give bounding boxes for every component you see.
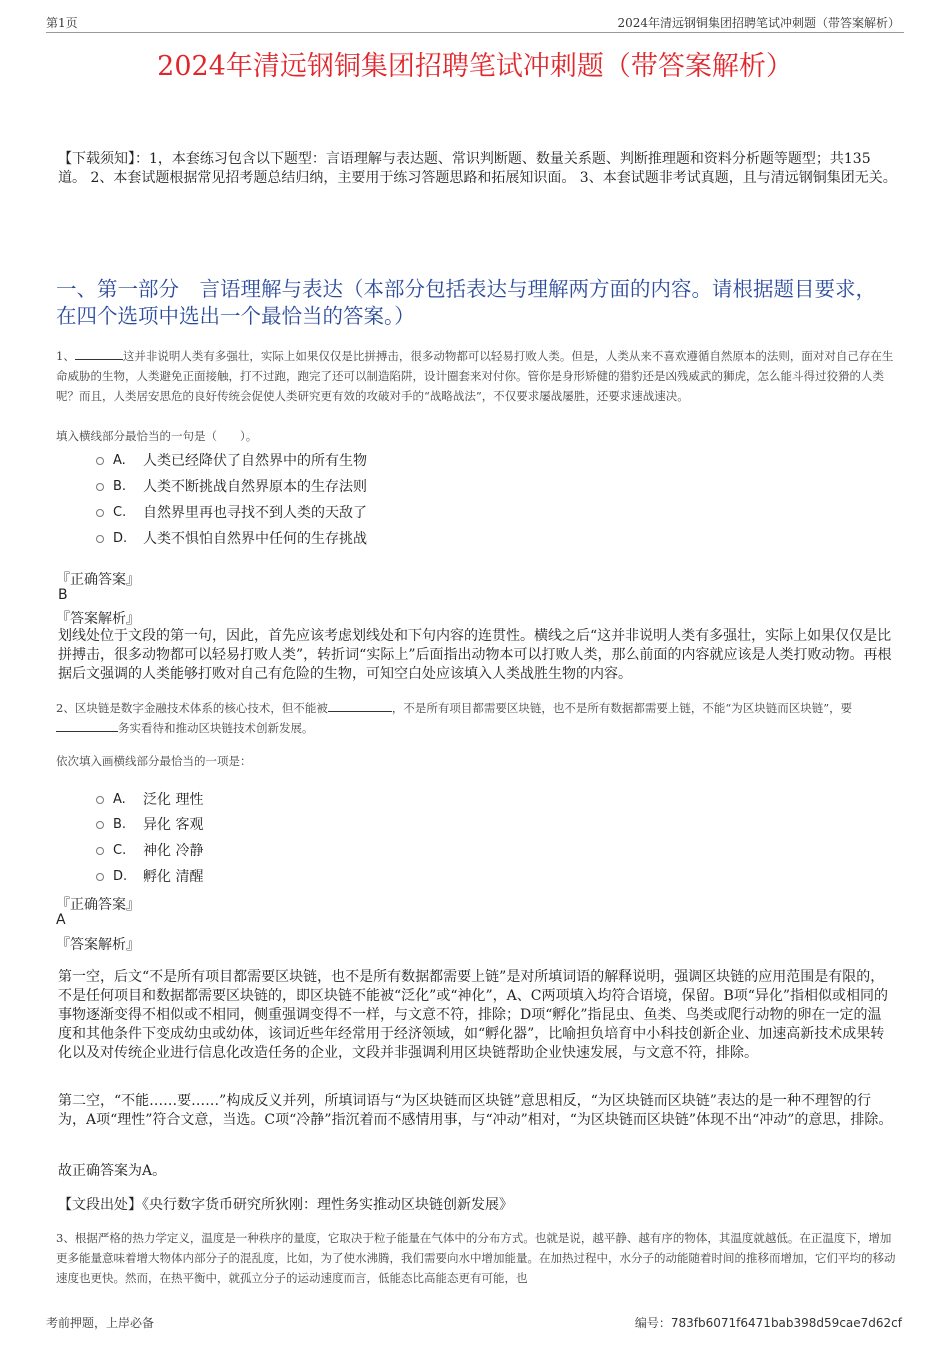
option-c[interactable]: C. 自然界里再也寻找不到人类的天敌了 — [96, 502, 367, 522]
option-c[interactable]: C. 神化 冷静 — [96, 840, 203, 860]
header-divider — [46, 32, 904, 33]
radio-icon[interactable] — [96, 483, 104, 491]
analysis-text: 划线处位于文段的第一句，因此，首先应该考虑划线处和下句内容的连贯性。横线之后“这并非说明人类有多强壮，实际上如果仅仅是比拼搏击，很多动物都可以轻易打败人类”，转折词“实际上”后面指出动物本可以打败人类，那么前面的内容就应该是人类打败动物。再根据后文强调的人类能够打败对自己有危险的生物，可知空白处应该填入人类战胜生物的内容。 — [58, 628, 892, 682]
correct-answer: B — [58, 587, 68, 603]
question-3 — [56, 1228, 898, 1288]
section-title: 一、第一部分 言语理解与表达（本部分包括表达与理解两方面的内容。请根据题目要求，在四个选项中选出一个最恰当的答案。） — [56, 277, 876, 328]
option-d[interactable]: D. 孵化 清醒 — [96, 866, 203, 886]
footer-slogan: 考前押题，上岸必备 — [46, 1316, 155, 1330]
question-prompt: 填入横线部分最恰当的一句是（ ）。 — [56, 429, 258, 443]
analysis-paragraph-1: 第一空，后文“不是所有项目都需要区块链，也不是所有数据都需要上链”是对所填词语的解释说明，强调区块链的应用范围是有限的，不是任何项目和数据都需要区块链的，即区块链不能被“泛化”或“神化”，A、C两项填入均符合语境，保留。B项“异化”指相似或相同的事物逐渐变得不相似或不相同，侧重强调变得不一样，与文意不符，排除；D项“孵化”指昆虫、鱼类、鸟类或爬行动物的卵在一定的温度和其他条件下变成幼虫或幼体，该词近些年经常用于经济领域，如“孵化器”，比喻担负培育中小科技创新企业、加速高新技术成果转化以及对传统企业进行信息化改造任务的企业，文段并非强调利用区块链帮助企业快速发展，与文意不符，排除。 — [58, 969, 889, 1061]
radio-icon[interactable] — [96, 457, 104, 465]
source-citation: 【文段出处】《央行数字货币研究所狄刚：理性务实推动区块链创新发展》 — [58, 1197, 513, 1213]
question-text: 这并非说明人类有多强壮，实际上如果仅仅是比拼搏击，很多动物都可以轻易打败人类。但是，人类从来不喜欢遵循自然原本的法则，面对对自己存在生命威胁的生物，人类避免正面接触，打不过跑，跑完了还可以制造陷阱，设计圈套来对付你。管你是身形矫健的猎豹还是凶残威武的狮虎，怎么能斗得过狡猾的人类呢？而且，人类居安思危的良好传统会促使人类研究更有效的攻破对手的“战略战法”，不仅要求屡战屡胜，还要求速战速决。 — [56, 349, 894, 403]
correct-answer: A — [56, 912, 66, 928]
question-1 — [56, 346, 898, 406]
question-prompt: 依次填入画横线部分最恰当的一项是： — [56, 754, 252, 768]
fill-blank — [56, 719, 118, 732]
option-a[interactable]: A. 人类已经降伏了自然界中的所有生物 — [96, 450, 367, 470]
running-header-title: 2024年清远钢铜集团招聘笔试冲刺题（带答案解析） — [617, 16, 900, 30]
radio-icon[interactable] — [96, 821, 104, 829]
conclusion: 故正确答案为A。 — [58, 1163, 167, 1179]
analysis-paragraph-2: 第二空，“不能……要……”构成反义并列，所填词语与“为区块链而区块链”意思相反，“为区块链而区块链”表达的是一种不理智的行为，A项“理性”符合文意，当选。C项“冷静”指沉着而不感情用事，与“冲动”相对，“为区块链而区块链”体现不出“冲动”的意思，排除。 — [58, 1093, 893, 1128]
radio-icon[interactable] — [96, 509, 104, 517]
option-b[interactable]: B. 异化 客观 — [96, 814, 203, 834]
document-title: 2024年清远钢铜集团招聘笔试冲刺题（带答案解析） — [157, 51, 793, 82]
fill-blank — [328, 699, 392, 712]
radio-icon[interactable] — [96, 847, 104, 855]
question-number: 1、 — [56, 349, 75, 363]
analysis-label: 『答案解析』 — [56, 611, 140, 627]
option-a[interactable]: A. 泛化 理性 — [96, 789, 203, 809]
fill-blank — [75, 347, 123, 360]
question-number: 2、 — [56, 701, 75, 715]
page-number: 第1页 — [46, 16, 78, 30]
option-b[interactable]: B. 人类不断挑战自然界原本的生存法则 — [96, 476, 367, 496]
question-2: 2、区块链是数字金融技术体系的核心技术，但不能被 ，不是所有项目都需要区块链，也不是所有数据都需要上链，不能“为区块链而区块链”，要务实看待和推动区块链技术创新发展。 — [56, 701, 853, 735]
document-code: 编号：783fb6071f6471bab398d59cae7d62cf — [634, 1316, 902, 1330]
answer-label: 『正确答案』 — [56, 897, 140, 913]
download-notice: 【下载须知】：1，本套练习包含以下题型：言语理解与表达题、常识判断题、数量关系题、判断推理题和资料分析题等题型；共135道。 2、本套试题根据常见招考题总结归纳，主要用于练习答题思路和拓展知识面。 3、本套试题非考试真题，且与清远钢铜集团无关。 — [58, 151, 897, 186]
radio-icon[interactable] — [96, 535, 104, 543]
question-text: 根据严格的热力学定义，温度是一种秩序的量度，它取决于粒子能量在气体中的分布方式。也就是说，越平静、越有序的物体，其温度就越低。在正温度下，增加更多能量意味着增大物体内部分子的混乱度，比如，为了使水沸腾，我们需要向水中增加能量。在加热过程中，水分子的动能随着时间的推移而增加，它们平均的移动速度也更快。然而，在热平衡中，就孤立分子的运动速度而言，低能态比高能态更有可能，也 — [56, 1231, 896, 1285]
option-d[interactable]: D. 人类不惧怕自然界中任何的生存挑战 — [96, 528, 367, 548]
analysis-label: 『答案解析』 — [56, 937, 140, 953]
question-number: 3、 — [56, 1231, 75, 1245]
radio-icon[interactable] — [96, 796, 104, 804]
answer-label: 『正确答案』 — [56, 572, 140, 588]
radio-icon[interactable] — [96, 873, 104, 881]
